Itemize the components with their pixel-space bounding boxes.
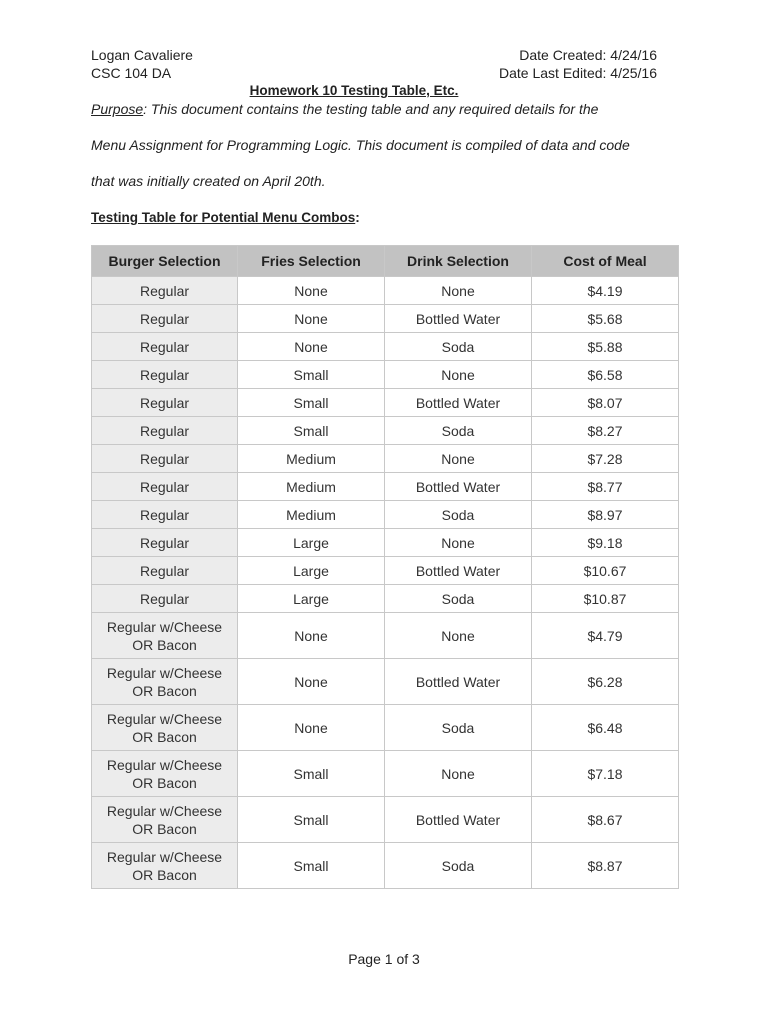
fries-cell: None [238, 277, 385, 305]
burger-cell: Regular w/Cheese OR Bacon [92, 705, 238, 751]
page-number: Page 1 of 3 [348, 951, 420, 967]
burger-cell: Regular [92, 529, 238, 557]
fries-cell: Small [238, 843, 385, 889]
cost-cell: $5.68 [532, 305, 679, 333]
header-row-1 [91, 46, 657, 64]
drink-cell: Soda [385, 333, 532, 361]
column-header-drink: Drink Selection [385, 246, 532, 277]
drink-cell: Bottled Water [385, 473, 532, 501]
drink-cell: Bottled Water [385, 389, 532, 417]
fries-cell: None [238, 333, 385, 361]
cost-cell: $8.77 [532, 473, 679, 501]
fries-cell: Large [238, 529, 385, 557]
column-header-fries: Fries Selection [238, 246, 385, 277]
fries-cell: Small [238, 389, 385, 417]
fries-cell: Small [238, 417, 385, 445]
fries-cell: Large [238, 557, 385, 585]
fries-cell: None [238, 705, 385, 751]
table-row [92, 473, 679, 501]
cost-cell: $7.28 [532, 445, 679, 473]
cost-cell: $9.18 [532, 529, 679, 557]
table-row [92, 529, 679, 557]
cost-cell: $7.18 [532, 751, 679, 797]
drink-cell: None [385, 277, 532, 305]
table-heading [91, 209, 360, 227]
burger-cell: Regular w/Cheese OR Bacon [92, 659, 238, 705]
purpose-line-3: that was initially created on April 20th. [91, 173, 326, 189]
table-row [92, 557, 679, 585]
burger-cell: Regular w/Cheese OR Bacon [92, 613, 238, 659]
fries-cell: Small [238, 361, 385, 389]
burger-cell: Regular [92, 585, 238, 613]
fries-cell: None [238, 305, 385, 333]
table-row [92, 277, 679, 305]
drink-cell: None [385, 361, 532, 389]
drink-cell: Bottled Water [385, 797, 532, 843]
drink-cell: None [385, 445, 532, 473]
purpose-label: Purpose [91, 101, 144, 117]
burger-cell: Regular [92, 473, 238, 501]
drink-cell: Bottled Water [385, 659, 532, 705]
table-row [92, 445, 679, 473]
fries-cell: Small [238, 797, 385, 843]
course-name: CSC 104 DA [91, 65, 172, 81]
table-row [92, 705, 679, 751]
burger-cell: Regular [92, 417, 238, 445]
table-row [92, 417, 679, 445]
burger-cell: Regular [92, 389, 238, 417]
cost-cell: $10.87 [532, 585, 679, 613]
table-row [92, 613, 679, 659]
drink-cell: Bottled Water [385, 305, 532, 333]
table-row [92, 751, 679, 797]
cost-cell: $6.28 [532, 659, 679, 705]
cost-cell: $4.79 [532, 613, 679, 659]
burger-cell: Regular [92, 445, 238, 473]
drink-cell: None [385, 613, 532, 659]
cost-cell: $8.07 [532, 389, 679, 417]
burger-cell: Regular w/Cheese OR Bacon [92, 843, 238, 889]
table-row [92, 389, 679, 417]
table-row [92, 659, 679, 705]
purpose-line-1 [91, 100, 598, 118]
column-header-burger: Burger Selection [92, 246, 238, 277]
table-row [92, 361, 679, 389]
burger-cell: Regular w/Cheese OR Bacon [92, 751, 238, 797]
table-row [92, 585, 679, 613]
drink-cell: Soda [385, 585, 532, 613]
cost-cell: $6.48 [532, 705, 679, 751]
cost-cell: $8.97 [532, 501, 679, 529]
burger-cell: Regular [92, 557, 238, 585]
table-row [92, 333, 679, 361]
cost-cell: $6.58 [532, 361, 679, 389]
burger-cell: Regular [92, 277, 238, 305]
drink-cell: Soda [385, 843, 532, 889]
author-name: Logan Cavaliere [91, 47, 193, 63]
drink-cell: Soda [385, 705, 532, 751]
drink-cell: None [385, 751, 532, 797]
burger-cell: Regular w/Cheese OR Bacon [92, 797, 238, 843]
cost-cell: $10.67 [532, 557, 679, 585]
table-body [92, 277, 679, 889]
fries-cell: Large [238, 585, 385, 613]
burger-cell: Regular [92, 501, 238, 529]
date-last-edited: Date Last Edited: 4/25/16 [499, 65, 657, 81]
burger-cell: Regular [92, 305, 238, 333]
cost-cell: $8.67 [532, 797, 679, 843]
testing-table [91, 245, 679, 889]
date-created: Date Created: 4/24/16 [519, 47, 657, 63]
table-row [92, 305, 679, 333]
fries-cell: Small [238, 751, 385, 797]
column-header-cost: Cost of Meal [532, 246, 679, 277]
drink-cell: Soda [385, 501, 532, 529]
drink-cell: Bottled Water [385, 557, 532, 585]
cost-cell: $8.87 [532, 843, 679, 889]
cost-cell: $5.88 [532, 333, 679, 361]
cost-cell: $4.19 [532, 277, 679, 305]
header-row-2 [91, 64, 657, 82]
fries-cell: Medium [238, 445, 385, 473]
table-heading-colon: : [355, 210, 360, 225]
drink-cell: Soda [385, 417, 532, 445]
table-row [92, 843, 679, 889]
fries-cell: Medium [238, 501, 385, 529]
purpose-text-1: : This document contains the testing table and any required details for the [143, 101, 599, 117]
drink-cell: None [385, 529, 532, 557]
fries-cell: None [238, 659, 385, 705]
table-header-row [92, 246, 679, 277]
fries-cell: Medium [238, 473, 385, 501]
cost-cell: $8.27 [532, 417, 679, 445]
fries-cell: None [238, 613, 385, 659]
burger-cell: Regular [92, 333, 238, 361]
table-row [92, 501, 679, 529]
document-title: Homework 10 Testing Table, Etc. [249, 83, 459, 98]
table-heading-text: Testing Table for Potential Menu Combos [91, 210, 356, 225]
table-row [92, 797, 679, 843]
burger-cell: Regular [92, 361, 238, 389]
purpose-line-2: Menu Assignment for Programming Logic. This document is compiled of data and code [91, 137, 630, 153]
